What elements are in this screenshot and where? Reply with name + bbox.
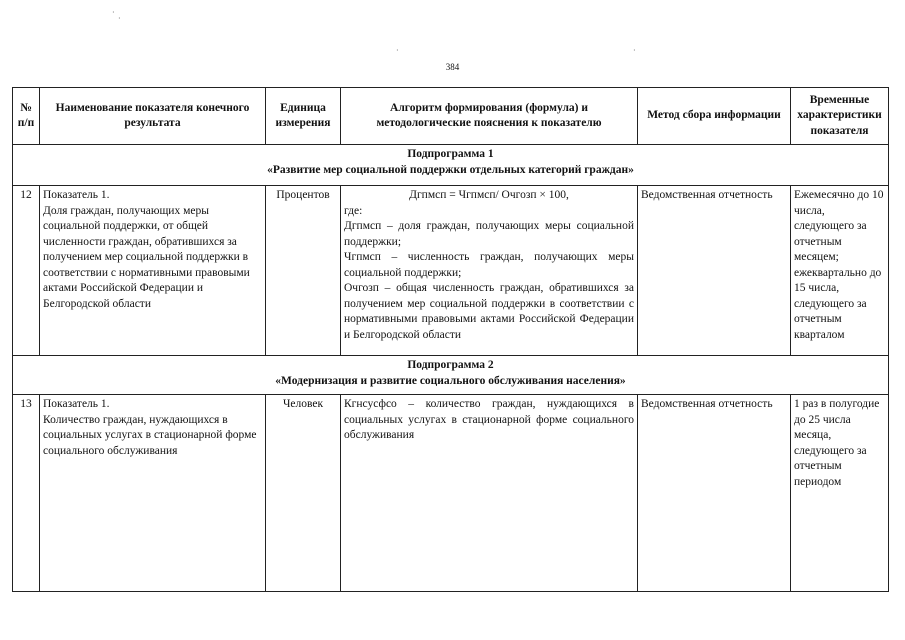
subprogram-2-row xyxy=(13,356,889,395)
scan-speck: · xyxy=(118,14,121,23)
table-row xyxy=(13,186,889,356)
formula-def-3: Очгозп – общая численность граждан, обратившихся за получением мер социальной поддержки в соответствии с нормативными правовыми актами Российской Федерации и Белгородской области xyxy=(344,282,634,341)
subprogram-1-title: Подпрограмма 1 xyxy=(407,148,494,160)
indicator-name xyxy=(40,186,266,356)
indicator-algorithm xyxy=(341,186,638,356)
indicators-table xyxy=(12,87,889,592)
subprogram-2-cell xyxy=(13,356,889,395)
header-num: № п/п xyxy=(13,88,40,145)
subprogram-1-row xyxy=(13,145,889,186)
formula-where: где: xyxy=(344,204,363,217)
time-characteristics: 1 раз в полугодие до 25 числа месяца, следующего за отчетным периодом xyxy=(791,395,889,592)
header-method: Метод сбора информации xyxy=(638,88,791,145)
header-time: Временные характеристики показателя xyxy=(791,88,889,145)
table-header-row xyxy=(13,88,889,145)
indicator-label: Показатель 1. xyxy=(43,189,110,201)
indicator-name xyxy=(40,395,266,592)
header-name: Наименование показателя конечного результата xyxy=(40,88,266,145)
indicator-unit: Процентов xyxy=(266,186,341,356)
page-number: 384 xyxy=(445,62,460,72)
row-number: 13 xyxy=(13,395,40,592)
subprogram-2-title: Подпрограмма 2 xyxy=(407,359,494,371)
time-characteristics: Ежемесячно до 10 числа, следующего за отчетным месяцем; ежеквартально до 15 числа, следующего за отчетным кварталом xyxy=(791,186,889,356)
subprogram-2-subtitle: «Модернизация и развитие социального обслуживания населения» xyxy=(275,374,626,387)
indicator-algorithm: Кгнсусфсо – количество граждан, нуждающихся в социальных услугах в стационарной форме социального обслуживания xyxy=(341,395,638,592)
header-unit: Единица измерения xyxy=(266,88,341,145)
formula: Дгпмсп = Чгпмсп/ Очгозп × 100, xyxy=(409,189,569,201)
indicator-unit: Человек xyxy=(266,395,341,592)
subprogram-1-cell xyxy=(13,145,889,186)
formula-def-1: Дгпмсп – доля граждан, получающих меры социальной поддержки; xyxy=(344,220,634,248)
scan-speck: · xyxy=(396,46,399,55)
indicator-description: Количество граждан, нуждающихся в социальных услугах в стационарной форме социального обслуживания xyxy=(43,413,257,457)
collection-method: Ведомственная отчетность xyxy=(638,186,791,356)
row-number: 12 xyxy=(13,186,40,356)
scan-speck: · xyxy=(633,46,636,55)
indicator-description: Доля граждан, получающих меры социальной поддержки, от общей численности граждан, обратившихся за получением мер социальной поддержки в соответствии с нормативными правовыми актами Российской Федерации и Белгородской области xyxy=(43,204,250,310)
indicator-label: Показатель 1. xyxy=(43,398,110,410)
subprogram-1-subtitle: «Развитие мер социальной поддержки отдельных категорий граждан» xyxy=(267,163,634,176)
collection-method: Ведомственная отчетность xyxy=(638,395,791,592)
table-row xyxy=(13,395,889,592)
header-algorithm: Алгоритм формирования (формула) и методологические пояснения к показателю xyxy=(341,88,638,145)
scan-speck: · xyxy=(112,8,115,17)
formula-def-2: Чгпмсп – численность граждан, получающих меры социальной поддержки; xyxy=(344,251,634,279)
